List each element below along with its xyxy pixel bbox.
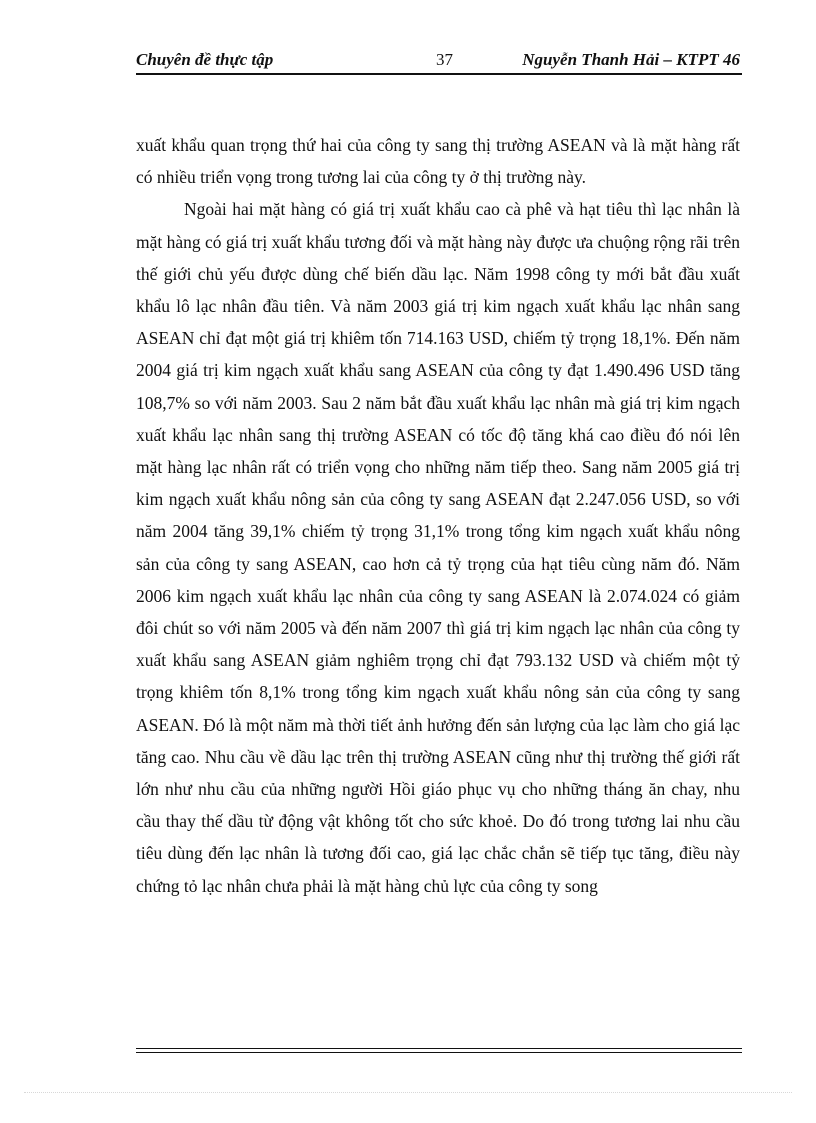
header-title: Chuyên đề thực tập xyxy=(136,50,274,69)
body-text xyxy=(136,129,740,902)
footer-divider-top xyxy=(136,1048,742,1049)
page-edge-line xyxy=(24,1092,792,1093)
header-author: Nguyễn Thanh Hải – KTPT 46 xyxy=(522,50,740,69)
page-header xyxy=(136,48,742,72)
header-divider xyxy=(136,73,742,75)
page-number: 37 xyxy=(436,50,453,69)
paragraph-peanut-exports: Ngoài hai mặt hàng có giá trị xuất khẩu cao cà phê và hạt tiêu thì lạc nhân là mặt hàng có giá trị xuất khẩu tương đối và mặt hàng này được ưa chuộng rộng rãi trên thế giới chủ yếu được dùng chế biến dầu lạc. Năm 1998 công ty mới bắt đầu xuất khẩu lô lạc nhân đầu tiên. Và năm 2003 giá trị kim ngạch xuất khẩu lạc nhân sang ASEAN chỉ đạt một giá trị khiêm tốn 714.163 USD, chiếm tỷ trọng 18,1%. Đến năm 2004 giá trị kim ngạch xuất khẩu sang ASEAN của công ty đạt 1.490.496 USD tăng 108,7% so với năm 2003. Sau 2 năm bắt đầu xuất khẩu lạc nhân mà giá trị kim ngạch xuất khẩu lạc nhân sang thị trường ASEAN có tốc độ tăng khá cao điều đó nói lên mặt hàng lạc nhân rất có triển vọng cho những năm tiếp theo. Sang năm 2005 giá trị kim ngạch xuất khẩu nông sản của công ty sang ASEAN đạt 2.247.056 USD, so với năm 2004 tăng 39,1% chiếm tỷ trọng 31,1% trong tổng kim ngạch xuất khẩu nông sản của công ty sang ASEAN, cao hơn cả tỷ trọng của hạt tiêu cùng năm đó. Năm 2006 kim ngạch xuất khẩu lạc nhân của công ty sang ASEAN là 2.074.024 có giảm đôi chút so với năm 2005 và đến năm 2007 thì giá trị kim ngạch lạc nhân của công ty xuất khẩu sang ASEAN giảm nghiêm trọng chỉ đạt 793.132 USD và chiếm một tỷ trọng khiêm tốn 8,1% trong tổng kim ngạch xuất khẩu nông sản của công ty sang ASEAN. Đó là một năm mà thời tiết ảnh hưởng đến sản lượng của lạc làm cho giá lạc tăng cao. Nhu cầu về dầu lạc trên thị trường ASEAN cũng như thị trường thế giới rất lớn như nhu cầu của những người Hồi giáo phục vụ cho những tháng ăn chay, nhu cầu thay thế dầu từ động vật không tốt cho sức khoẻ. Do đó trong tương lai nhu cầu tiêu dùng đến lạc nhân là tương đối cao, giá lạc chắc chắn sẽ tiếp tục tăng, điều này chứng tỏ lạc nhân chưa phải là mặt hàng chủ lực của công ty song xyxy=(136,199,740,896)
paragraph-continuation: xuất khẩu quan trọng thứ hai của công ty sang thị trường ASEAN và là mặt hàng rất có nhiều triển vọng trong tương lai của công ty ở thị trường này. xyxy=(136,135,740,188)
footer-divider-bottom xyxy=(136,1052,742,1053)
